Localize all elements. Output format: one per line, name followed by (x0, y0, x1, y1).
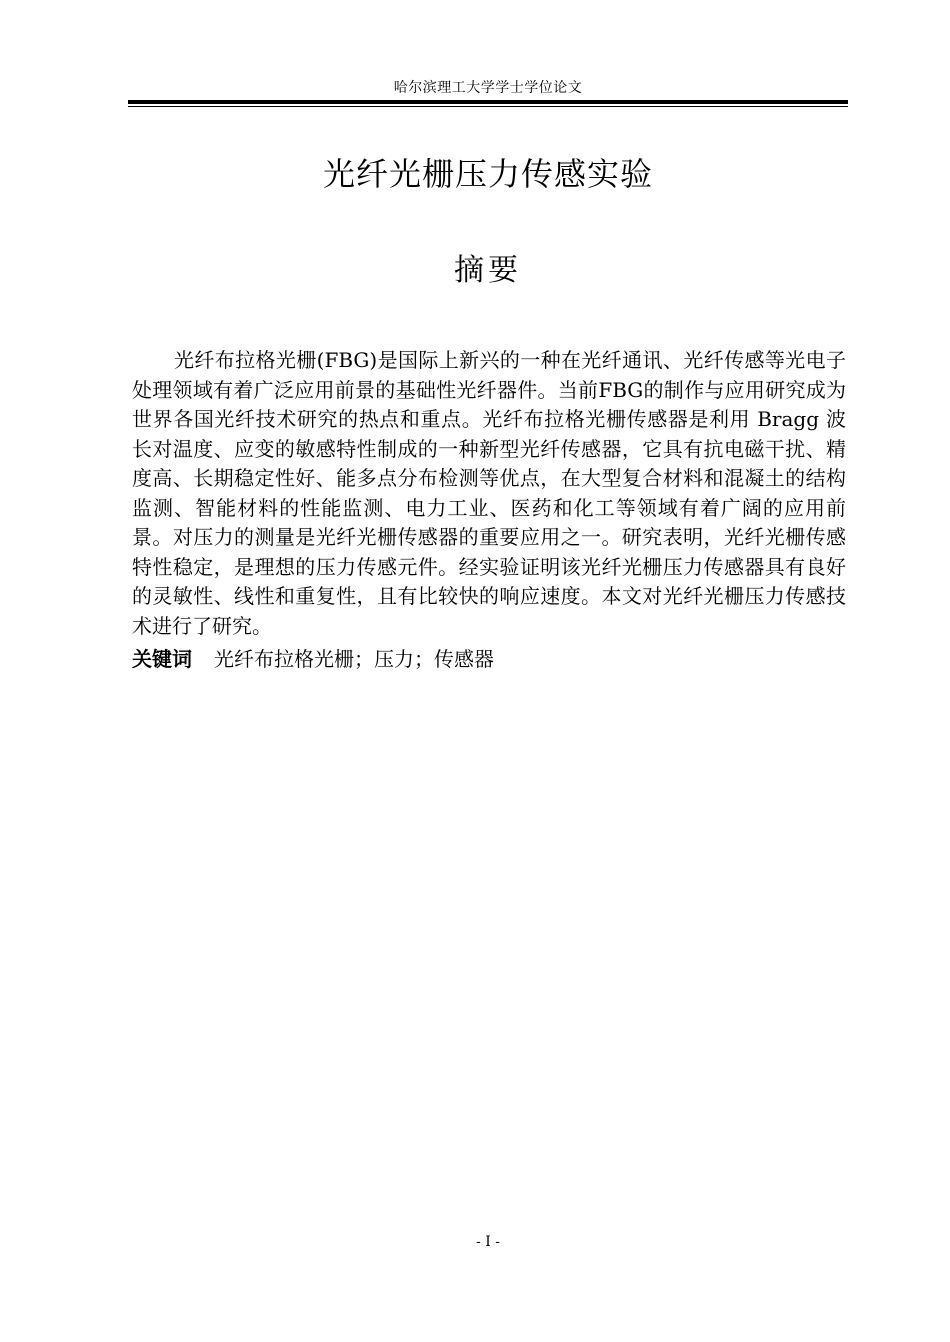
abstract-heading: 摘要 (454, 253, 522, 288)
running-header: 哈尔滨理工大学学士学位论文 (393, 80, 583, 96)
keywords-label: 关键词 (132, 647, 192, 671)
header-rule-thin (128, 106, 848, 107)
document-title: 光纤光栅压力传感实验 (322, 155, 653, 193)
header-rule-thick (128, 100, 848, 104)
page-number: - I - (476, 1234, 500, 1250)
abstract-paragraph: 光纤布拉格光栅(FBG)是国际上新兴的一种在光纤通讯、光纤传感等光电子处理领域有着广泛应用前景的基础性光纤器件。当前FBG的制作与应用研究成为世界各国光纤技术研究的热点和重点。光纤布拉格光栅传感器是利用 Bragg 波长对温度、应变的敏感特性制成的一种新型光纤传感器，它具有抗电磁干扰、精度高、长期稳定性好、能多点分布检测等优点，在大型复合材料和混凝土的结构监测、智能材料的性能监测、电力工业、医药和化工等领域有着广阔的应用前景。对压力的测量是光纤光栅传感器的重要应用之一。研究表明，光纤光栅传感特性稳定，是理想的压力传感元件。经实验证明该光纤光栅压力传感器具有良好的灵敏性、线性和重复性，且有比较快的响应速度。本文对光纤光栅压力传感技术进行了研究。 (132, 348, 846, 638)
keywords-text: 光纤布拉格光栅；压力；传感器 (214, 647, 494, 671)
keywords-line (132, 644, 846, 674)
